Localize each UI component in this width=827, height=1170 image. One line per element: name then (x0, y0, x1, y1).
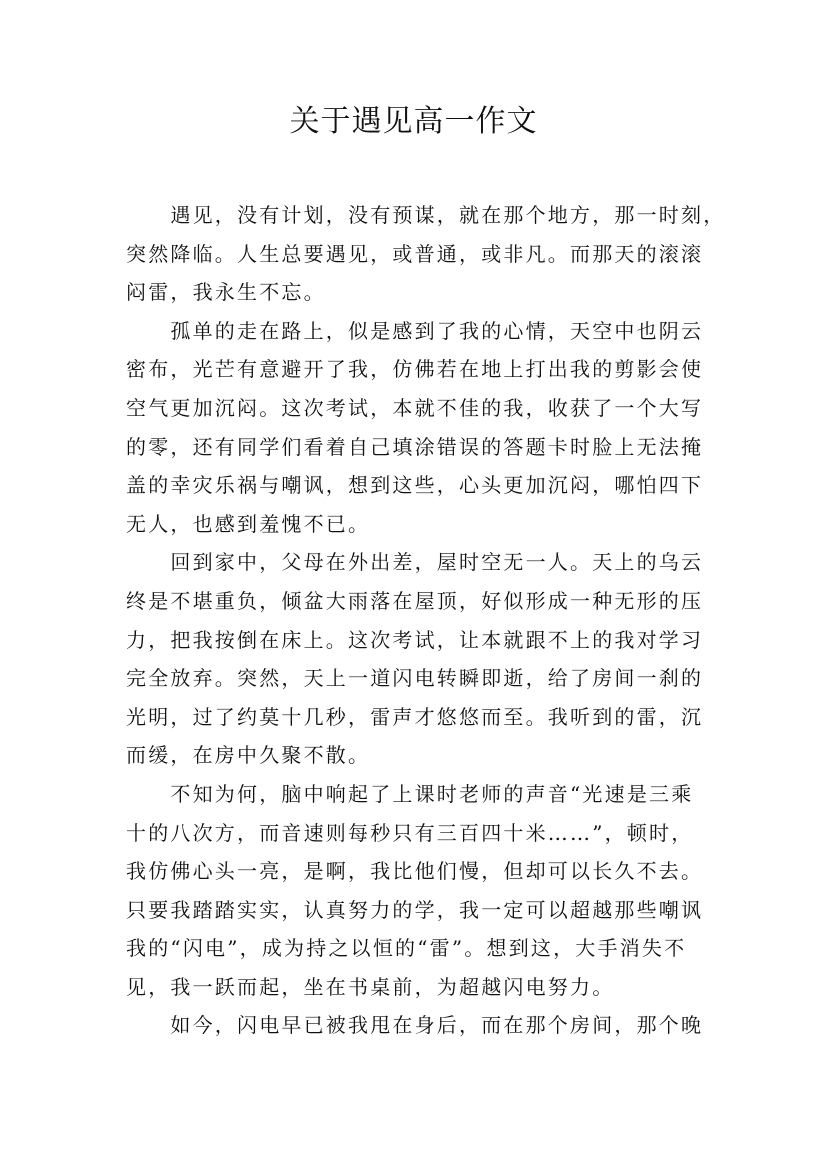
text-line: 孤单的走在路上，似是感到了我的心情，天空中也阴云 (126, 318, 704, 343)
text-line: 而缓，在房中久聚不散。 (126, 743, 371, 768)
text-line: 盖的幸灾乐祸与嘲讽，想到这些，心头更加沉闷，哪怕四下 (126, 473, 704, 498)
text-line: 空气更加沉闷。这次考试，本就不佳的我，收获了一个大写 (126, 395, 704, 420)
document-body (126, 196, 726, 1045)
text-line: 只要我踏踏实实，认真努力的学，我一定可以超越那些嘲讽 (126, 897, 704, 922)
text-line: 见，我一跃而起，坐在书桌前，为超越闪电努力。 (126, 974, 615, 999)
text-line: 我的“闪电”，成为持之以恒的“雷”。想到这，大手消失不 (126, 936, 687, 961)
text-line: 完全放弃。突然，天上一道闪电转瞬即逝，给了房间一刹的 (126, 666, 704, 691)
text-line: 如今，闪电早已被我甩在身后，而在那个房间，那个晚 (126, 1013, 704, 1038)
text-line: 的零，还有同学们看着自己填涂错误的答题卡时脸上无法掩 (126, 434, 704, 459)
text-line: 力，把我按倒在床上。这次考试，让本就跟不上的我对学习 (126, 627, 704, 652)
text-line: 无人，也感到羞愧不已。 (126, 511, 371, 536)
text-line: 突然降临。人生总要遇见，或普通，或非凡。而那天的滚滚 (126, 241, 704, 266)
text-line: 密布，光芒有意避开了我，仿佛若在地上打出我的剪影会使 (126, 357, 704, 382)
text-line: 遇见，没有计划，没有预谋，就在那个地方，那一时刻， (126, 203, 726, 227)
text-line: 光明，过了约莫十几秒，雷声才悠悠而至。我听到的雷，沉 (126, 704, 704, 729)
document-title: 关于遇见高一作文 (289, 104, 538, 139)
text-line: 回到家中，父母在外出差，屋时空无一人。天上的乌云 (126, 550, 704, 575)
text-line: 不知为何，脑中响起了上课时老师的声音“光速是三乘 (126, 781, 694, 806)
text-line: 十的八次方，而音速则每秒只有三百四十米……”，顿时， (126, 820, 694, 845)
text-line: 我仿佛心头一亮，是啊，我比他们慢，但却可以长久不去。 (126, 859, 704, 884)
text-line: 终是不堪重负，倾盆大雨落在屋顶，好似形成一种无形的压 (126, 588, 704, 613)
text-line: 闷雷，我永生不忘。 (126, 280, 326, 305)
